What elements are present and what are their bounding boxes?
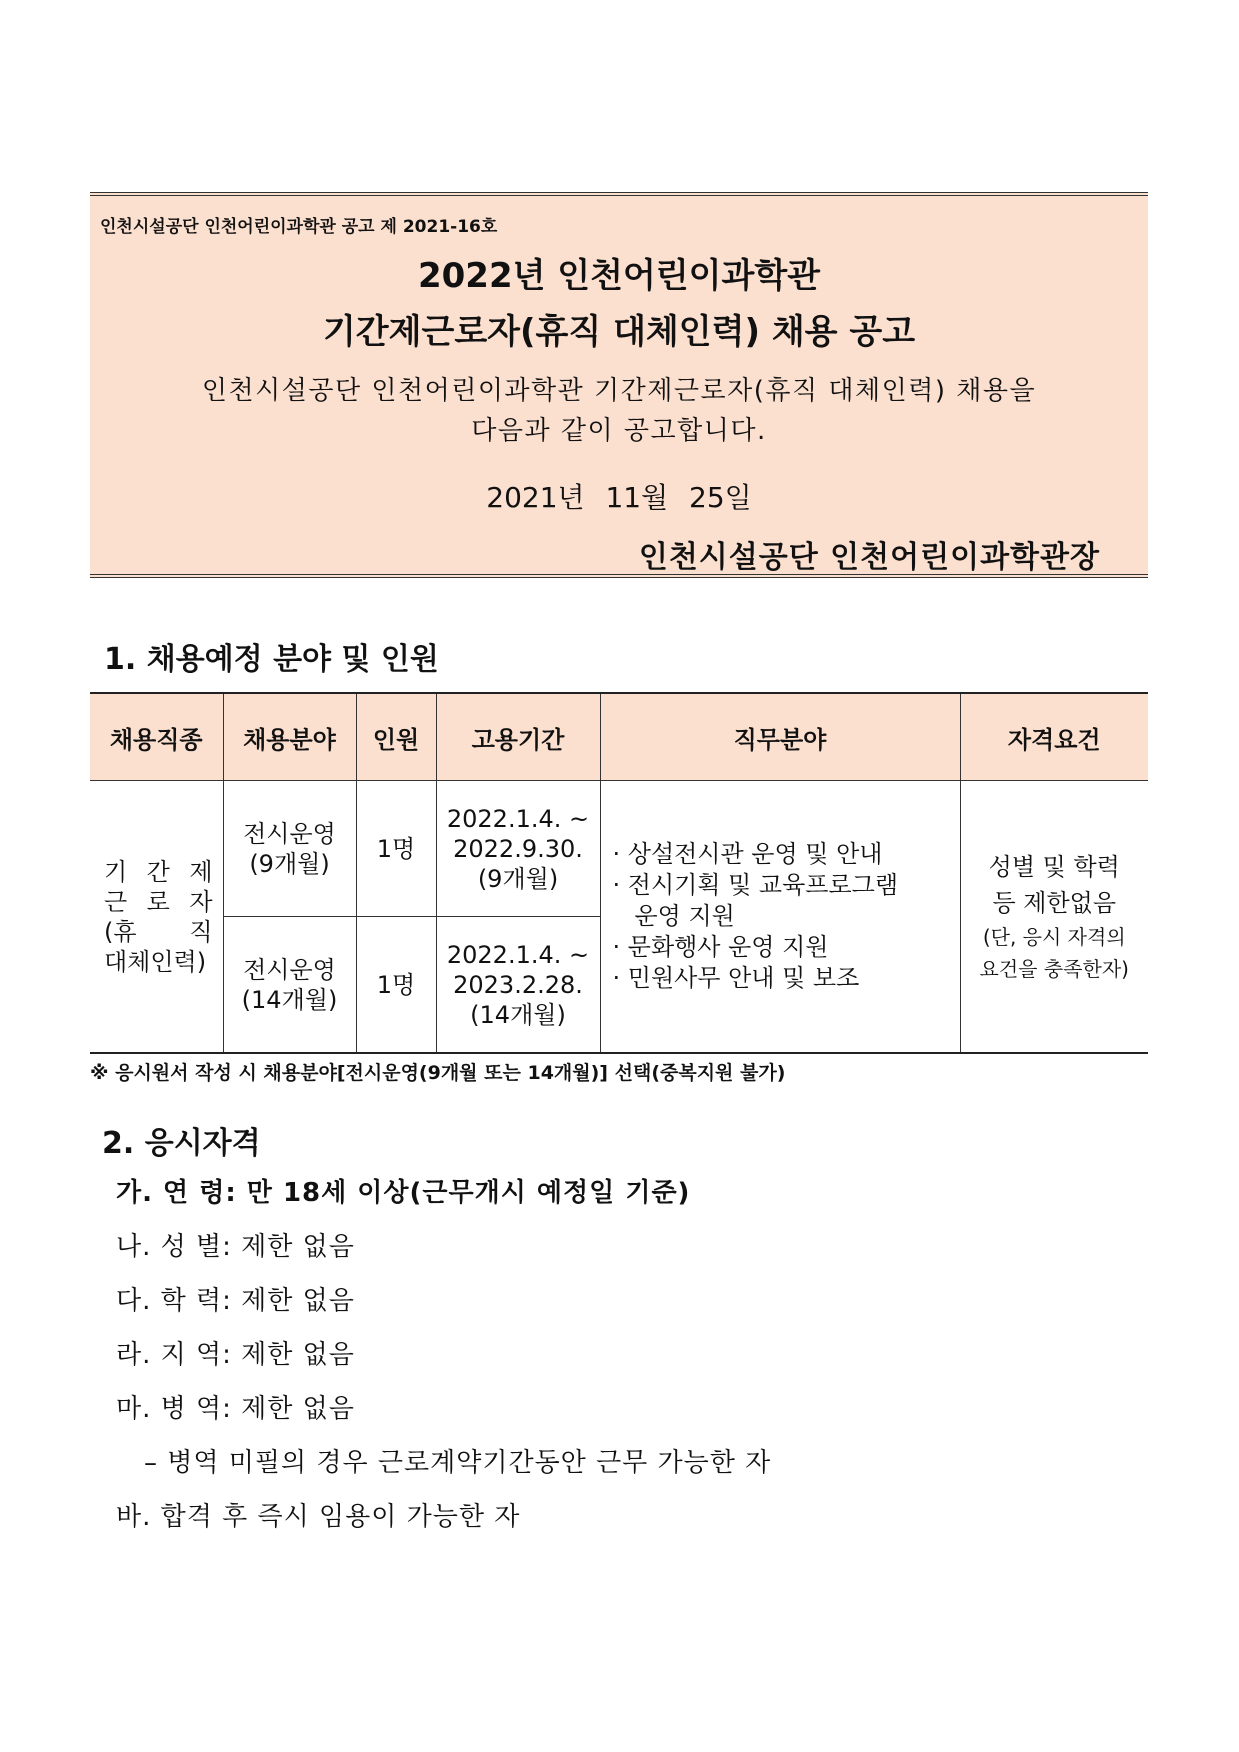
period-cell: 2022.1.4. ~ 2023.2.28. (14개월) (436, 917, 600, 1054)
column-header: 자격요건 (960, 693, 1148, 781)
column-header: 직무분야 (600, 693, 960, 781)
column-header: 인원 (356, 693, 436, 781)
intro-line-2: 다음과 같이 공고합니다. (471, 416, 767, 446)
notice-date: 2021년 11월 25일 (486, 481, 752, 514)
notice-number: 인천시설공단 인천어린이과학관 공고 제 2021-16호 (100, 217, 498, 237)
eligibility-item-military-note: – 병역 미필의 경우 근로계약기간동안 근무 가능한 자 (144, 1448, 772, 1478)
table-note: ※ 응시원서 작성 시 채용분야[전시운영(9개월 또는 14개월)] 선택(중복지원 불가) (90, 1062, 786, 1084)
section-2-title: 2. 응시자격 (102, 1126, 261, 1161)
qualification-cell: 성별 및 학력 등 제한없음 (단, 응시 자격의 요건을 충족한자) (960, 781, 1148, 1054)
issuer-name: 인천시설공단 인천어린이과학관장 (638, 540, 1100, 575)
field-cell: 전시운영 (14개월) (223, 917, 356, 1054)
intro-line-1: 인천시설공단 인천어린이과학관 기간제근로자(휴직 대체인력) 채용을 (201, 376, 1037, 406)
eligibility-item-immediate: 바. 합격 후 즉시 임용이 가능한 자 (116, 1502, 521, 1532)
column-header: 고용기간 (436, 693, 600, 781)
column-header: 채용분야 (223, 693, 356, 781)
eligibility-item-education: 다. 학 력: 제한 없음 (116, 1286, 355, 1316)
recruitment-table (90, 692, 1148, 1054)
column-header: 채용직종 (90, 693, 223, 781)
eligibility-item-gender: 나. 성 별: 제한 없음 (116, 1232, 355, 1262)
title-line-2: 기간제근로자(휴직 대체인력) 채용 공고 (322, 312, 916, 352)
table-header-row (90, 693, 1148, 781)
eligibility-item-age: 가. 연 령: 만 18세 이상(근무개시 예정일 기준) (116, 1178, 691, 1208)
section-1-title: 1. 채용예정 분야 및 인원 (104, 642, 439, 677)
title-line-1: 2022년 인천어린이과학관 (417, 256, 821, 296)
job-type-cell: 기 간 제 근 로 자 (휴 직 대체인력) (90, 781, 223, 1054)
count-cell: 1명 (356, 917, 436, 1054)
count-cell: 1명 (356, 781, 436, 917)
table-row (90, 781, 1148, 917)
notice-header-box (90, 192, 1148, 578)
duties-cell: · 상설전시관 운영 및 안내 · 전시기획 및 교육프로그램 운영 지원 · 문화행사 운영 지원 · 민원사무 안내 및 보조 (600, 781, 960, 1054)
period-cell: 2022.1.4. ~ 2022.9.30. (9개월) (436, 781, 600, 917)
eligibility-item-region: 라. 지 역: 제한 없음 (116, 1340, 355, 1370)
eligibility-item-military: 마. 병 역: 제한 없음 (116, 1394, 355, 1424)
field-cell: 전시운영 (9개월) (223, 781, 356, 917)
